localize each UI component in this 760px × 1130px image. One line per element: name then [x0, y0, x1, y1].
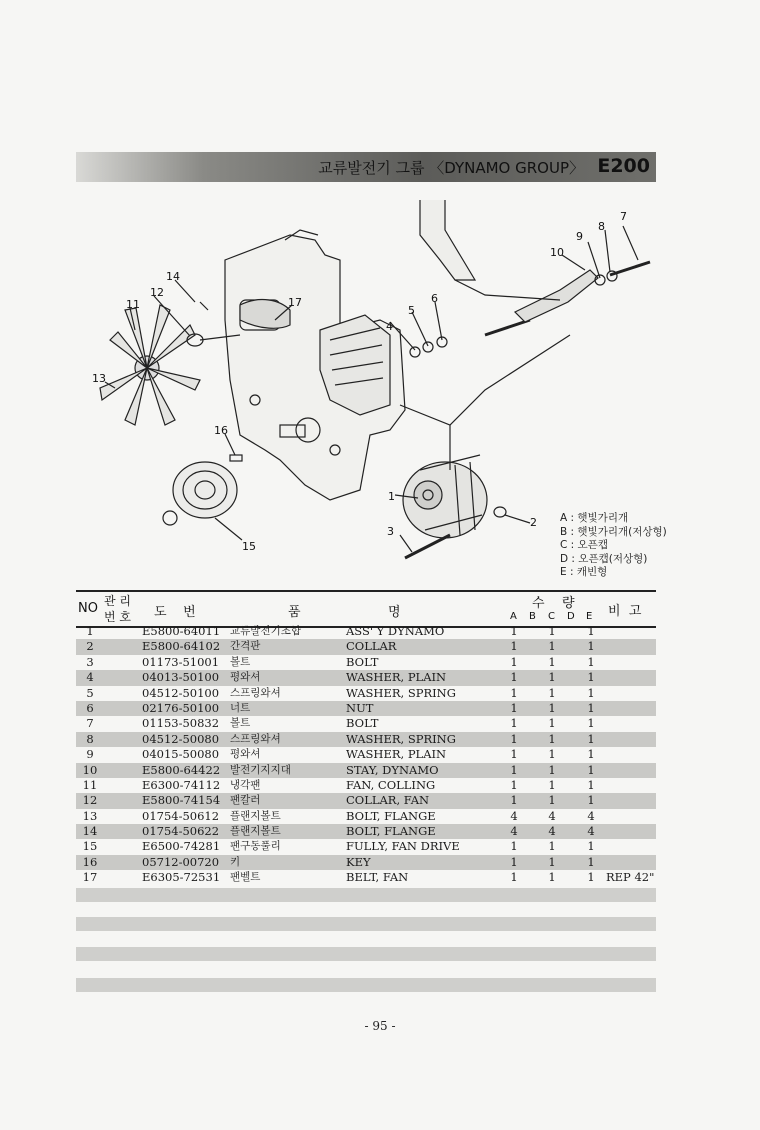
part-name-english: KEY: [346, 854, 371, 869]
empty-row-band: [76, 917, 656, 931]
qty-c: 1: [548, 854, 556, 869]
legend-item-e: E : 캐빈형: [560, 566, 608, 578]
empty-row-band: [76, 978, 656, 992]
part-name-english: FULLY, FAN DRIVE: [346, 839, 460, 854]
qty-e: 4: [587, 808, 595, 823]
row-no: 16: [82, 854, 98, 869]
qty-c: 1: [548, 670, 556, 685]
table-row: [76, 809, 656, 824]
part-name-english: BOLT, FLANGE: [346, 824, 436, 839]
part-name-korean: 평와셔: [230, 748, 261, 761]
row-no: 5: [86, 685, 94, 700]
callout-15: 15: [242, 540, 256, 553]
part-number: E6300-74112: [142, 777, 221, 792]
table-row: [76, 793, 656, 808]
qty-e: 1: [587, 854, 595, 869]
table-row: [76, 655, 656, 670]
qty-e: 1: [587, 747, 595, 762]
qty-c: 1: [548, 700, 556, 715]
part-number: 01173-51001: [142, 654, 220, 669]
callout-6: 6: [431, 292, 438, 305]
table-row: [76, 686, 656, 701]
header-mgmt-top: 관 리: [104, 594, 131, 608]
table-row: [76, 624, 656, 639]
table-row: [76, 855, 656, 870]
part-name-english: WASHER, PLAIN: [346, 747, 447, 762]
qty-e: 1: [587, 793, 595, 808]
part-name-korean: 볼트: [230, 655, 251, 668]
table-row: [76, 747, 656, 762]
row-no: 4: [86, 670, 94, 685]
part-name-korean: 발전기지지대: [230, 763, 291, 776]
part-number: E5800-74154: [142, 793, 221, 808]
qty-c: 1: [548, 716, 556, 731]
callout-16: 16: [214, 424, 228, 437]
table-row: [76, 639, 656, 654]
row-no: 9: [86, 747, 94, 762]
part-number: 04512-50100: [142, 685, 220, 700]
legend-item-c: C : 오픈캡: [560, 539, 608, 551]
qty-c: 1: [548, 624, 556, 638]
qty-c: 1: [548, 639, 556, 654]
part-number: 01754-50612: [142, 808, 220, 823]
header-qty-2: 량: [562, 596, 575, 611]
qty-c: 1: [548, 762, 556, 777]
part-number: 04512-50080: [142, 731, 220, 746]
row-no: 14: [82, 824, 98, 839]
empty-row-band: [76, 947, 656, 961]
part-number: 04013-50100: [142, 670, 220, 685]
row-no: 8: [86, 731, 94, 746]
part-name-korean: 플랜지볼트: [230, 809, 281, 822]
part-name-english: BELT, FAN: [346, 870, 409, 885]
qty-e: 1: [587, 624, 595, 638]
part-number: E5800-64422: [142, 762, 221, 777]
callout-11: 11: [126, 298, 140, 311]
row-no: 11: [82, 777, 98, 792]
table-row: [76, 716, 656, 731]
header-item-name-1: 품: [288, 605, 301, 620]
qty-c: 1: [548, 839, 556, 854]
part-name-korean: 냉각팬: [230, 778, 261, 791]
section-code: E200: [597, 155, 650, 177]
qty-a: 1: [510, 731, 518, 746]
qty-e: 1: [587, 685, 595, 700]
part-name-english: BOLT, FLANGE: [346, 808, 436, 823]
callout-1: 1: [388, 490, 395, 503]
part-number: 01153-50832: [142, 716, 220, 731]
row-no: 3: [86, 654, 94, 669]
part-name-english: BOLT: [346, 716, 379, 731]
header-item-name-2: 명: [388, 605, 401, 620]
table-row: [76, 824, 656, 839]
part-name-korean: 볼트: [230, 717, 251, 730]
qty-e: 4: [587, 824, 595, 839]
qty-a: 1: [510, 716, 518, 731]
remarks: REP 42": [606, 870, 655, 885]
part-number: E5800-64102: [142, 639, 221, 654]
part-name-korean: 평와셔: [230, 671, 261, 684]
qty-e: 1: [587, 654, 595, 669]
qty-c: 1: [548, 870, 556, 885]
qty-e: 1: [587, 762, 595, 777]
header-remarks: 비 고: [608, 604, 642, 619]
qty-a: 1: [510, 700, 518, 715]
header-col-c: C: [548, 611, 555, 622]
legend-item-d: D : 오픈캡(저상형): [560, 552, 648, 565]
table-row: [76, 732, 656, 747]
qty-c: 1: [548, 654, 556, 669]
qty-a: 1: [510, 685, 518, 700]
qty-e: 1: [587, 639, 595, 654]
row-no: 6: [86, 700, 94, 715]
part-number: 04015-50080: [142, 747, 220, 762]
row-no: 12: [82, 793, 98, 808]
page-number: - 95 -: [364, 1019, 396, 1033]
qty-e: 1: [587, 716, 595, 731]
qty-a: 1: [510, 624, 518, 638]
callout-13: 13: [92, 372, 106, 385]
part-name-english: WASHER, SPRING: [346, 685, 456, 700]
callout-14: 14: [166, 270, 180, 283]
part-name-korean: 팬벨트: [230, 871, 261, 884]
callout-3: 3: [387, 525, 394, 538]
part-name-korean: 교류발전기조합: [230, 625, 302, 637]
section-header: [76, 152, 656, 182]
qty-e: 1: [587, 700, 595, 715]
section-title: 교류발전기 그룹 〈DYNAMO GROUP〉: [318, 159, 584, 177]
header-col-d: D: [567, 611, 575, 622]
qty-c: 1: [548, 731, 556, 746]
callout-5: 5: [408, 304, 415, 317]
qty-e: 1: [587, 731, 595, 746]
header-qty-1: 수: [532, 596, 545, 611]
qty-a: 1: [510, 854, 518, 869]
row-no: 17: [82, 870, 98, 885]
callout-4: 4: [386, 320, 393, 333]
qty-c: 4: [548, 808, 556, 823]
qty-c: 1: [548, 685, 556, 700]
table-row: [76, 778, 656, 793]
part-name-english: COLLAR: [346, 639, 397, 654]
part-name-english: ASS' Y DYNAMO: [346, 624, 445, 638]
part-name-english: FAN, COLLING: [346, 777, 436, 792]
part-name-english: BOLT: [346, 654, 379, 669]
callout-7: 7: [620, 210, 627, 223]
qty-a: 1: [510, 670, 518, 685]
callout-17: 17: [288, 296, 302, 309]
qty-c: 1: [548, 747, 556, 762]
qty-c: 4: [548, 824, 556, 839]
header-col-e: E: [586, 611, 593, 622]
callout-9: 9: [576, 230, 583, 243]
qty-c: 1: [548, 793, 556, 808]
part-number: 01754-50622: [142, 824, 220, 839]
part-name-korean: 너트: [230, 701, 251, 714]
row-no: 7: [86, 716, 94, 731]
part-name-korean: 플랜지볼트: [230, 825, 281, 838]
header-no: NO: [78, 601, 98, 616]
qty-a: 1: [510, 639, 518, 654]
part-name-english: WASHER, PLAIN: [346, 670, 447, 685]
header-mgmt-bottom: 번 호: [104, 610, 131, 624]
row-no: 15: [82, 839, 98, 854]
qty-e: 1: [587, 839, 595, 854]
legend-item-b: B : 햇빛가리개(저상형): [560, 525, 667, 538]
table-row: [76, 670, 656, 685]
part-number: E6305-72531: [142, 870, 221, 885]
qty-a: 1: [510, 654, 518, 669]
table-row: [76, 870, 656, 885]
part-number: E6500-74281: [142, 839, 221, 854]
part-name-korean: 스프링와셔: [230, 686, 281, 699]
qty-a: 1: [510, 839, 518, 854]
qty-a: 1: [510, 870, 518, 885]
parts-table-header: [76, 590, 656, 628]
table-row: [76, 839, 656, 854]
variant-legend: [560, 512, 667, 580]
qty-c: 1: [548, 777, 556, 792]
qty-a: 4: [510, 808, 518, 823]
header-col-a: A: [510, 611, 517, 622]
part-name-korean: 팬구동풀리: [230, 840, 281, 853]
qty-e: 1: [587, 670, 595, 685]
part-name-korean: 팬칼러: [230, 794, 261, 807]
part-number: 02176-50100: [142, 700, 220, 715]
part-name-english: NUT: [346, 700, 374, 715]
qty-a: 1: [510, 747, 518, 762]
qty-e: 1: [587, 870, 595, 885]
qty-a: 1: [510, 777, 518, 792]
callout-2: 2: [530, 516, 537, 529]
header-drawing-no: 도 번: [154, 605, 196, 620]
row-no: 1: [86, 624, 94, 638]
part-name-korean: 스프링와셔: [230, 732, 281, 745]
row-no: 10: [82, 762, 98, 777]
part-name-english: STAY, DYNAMO: [346, 762, 439, 777]
header-col-b: B: [529, 611, 536, 622]
empty-row-band: [76, 888, 656, 902]
callout-10: 10: [550, 246, 564, 259]
part-name-english: COLLAR, FAN: [346, 793, 430, 808]
row-no: 2: [86, 639, 94, 654]
part-name-korean: 키: [230, 855, 241, 868]
callout-8: 8: [598, 220, 605, 233]
parts-table-body: [76, 624, 656, 886]
qty-a: 4: [510, 824, 518, 839]
legend-item-a: A : 햇빛가리개: [560, 512, 629, 524]
table-row: [76, 763, 656, 778]
part-number: E5800-64011: [142, 624, 221, 638]
qty-e: 1: [587, 777, 595, 792]
part-name-english: WASHER, SPRING: [346, 731, 456, 746]
part-number: 05712-00720: [142, 854, 220, 869]
row-no: 13: [82, 808, 98, 823]
table-row: [76, 701, 656, 716]
qty-a: 1: [510, 762, 518, 777]
callout-12: 12: [150, 286, 164, 299]
qty-a: 1: [510, 793, 518, 808]
part-name-korean: 간격판: [230, 640, 261, 653]
